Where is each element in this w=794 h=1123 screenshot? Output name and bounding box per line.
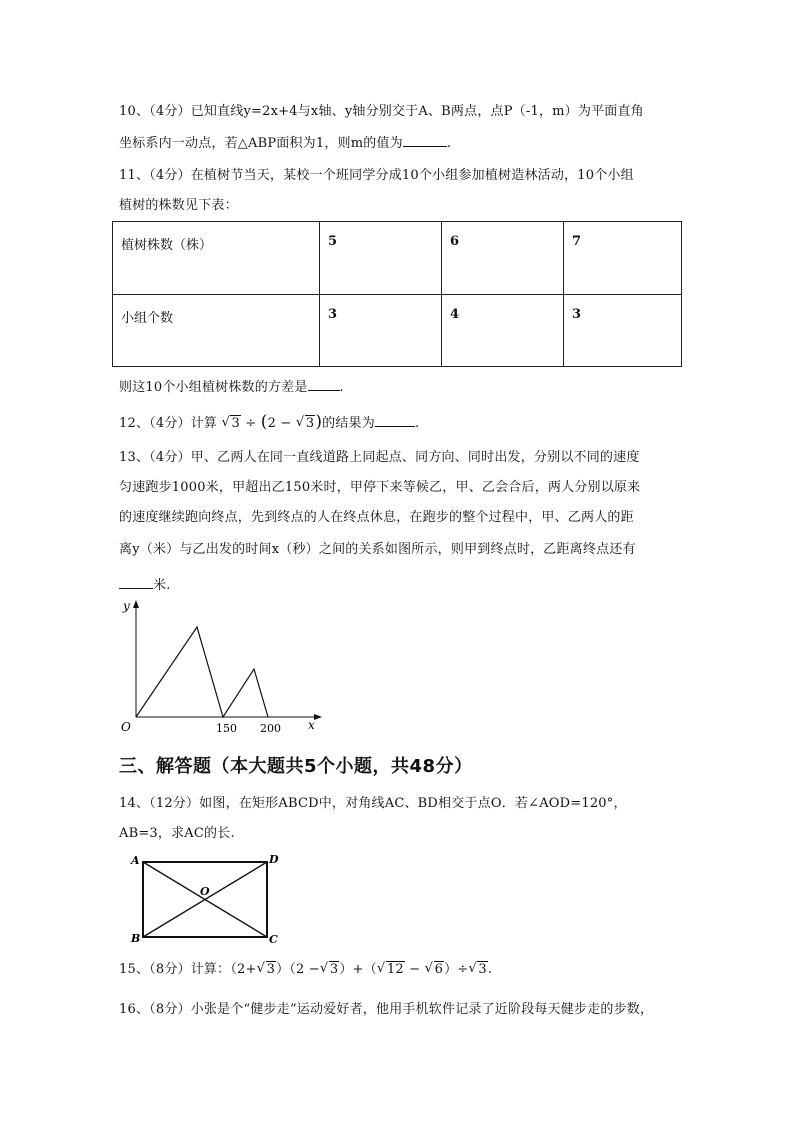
sqrt-3 [221,414,240,434]
paren-close: ) [315,412,323,432]
radicand: 3 [305,416,315,431]
sqrt-3 [296,414,315,434]
q13-line-4: 离y（米）与乙出发的时间x（秒）之间的关系如图所示，则甲到终点时，乙距离终点还有 [119,542,636,557]
q12-suffix: 的结果为 [322,416,375,431]
q13-line-2: 匀速跑步1000米，甲超出乙150米时，甲停下来等候乙，甲、乙会合后，两人分别以原来 [119,480,641,495]
sqrt-3 [257,960,276,980]
y-axis-label: y [123,599,130,613]
q15-part-1: （2+ [230,962,257,977]
radicand: 6 [434,962,444,977]
table-header-cell: 小组个数 [113,294,320,367]
q11-answer-blank[interactable] [308,376,340,391]
q11-after-end: . [339,380,344,395]
radicand: 3 [231,416,240,431]
table-cell: 5 [320,222,442,295]
q15-part-2: ）（2 − [276,962,320,977]
table-row [113,222,682,295]
table-header-cell: 植树株数（株） [113,222,320,295]
x-axis-label: x [308,718,315,732]
sqrt-6 [425,960,444,980]
radicand: 12 [386,962,404,977]
distance-curve [136,627,268,717]
table-cell: 7 [564,222,682,295]
q10-answer-blank[interactable] [403,132,447,147]
tick-label-150: 150 [216,722,237,735]
radicand: 3 [478,962,487,977]
q15-minus: − [404,962,425,977]
vertex-label-c: C [269,933,278,946]
q11-after [119,376,694,398]
q13-line-1: 13、（4分）甲、乙两人在同一直线道路上同起点、同方向、同时出发，分别以不同的速度 [119,450,640,465]
q13-line-5 [119,574,694,596]
table-cell: 3 [320,294,442,367]
q14-rectangle-diagram [128,850,288,946]
center-label-o: O [200,885,210,898]
q11-table [112,221,682,367]
sqrt-12 [377,960,405,980]
q15-part-4: ）÷ [444,962,469,977]
vertex-label-d: D [269,853,279,866]
table-cell: 6 [442,222,564,295]
q11-after-text: 则这10个小组植树株数的方差是 [119,380,308,395]
q12-line [119,412,694,434]
q15-line [119,960,694,980]
sqrt-3 [320,960,339,980]
table-row [113,294,682,367]
q12-answer-blank[interactable] [375,412,415,427]
q14-line-2: AB=3，求AC的长. [119,826,235,841]
sqrt-3 [468,960,487,980]
q15-part-3: ）+（ [339,962,377,977]
q12-end: . [414,416,420,431]
divide-sign: ÷ [245,416,257,431]
vertex-label-a: A [131,854,140,867]
paren-open: ( [260,412,268,432]
table-cell: 3 [564,294,682,367]
q15-end: . [487,962,493,977]
y-axis-arrow-icon [133,600,139,608]
q12-prefix: 12、（4分）计算 [119,416,218,431]
q13-line-5-text: 米. [153,578,171,593]
radicand: 3 [266,962,276,977]
q11-line-1: 11、（4分）在植树节当天，某校一个班同学分成10个小组参加植树造林活动，10个小组 [119,168,634,183]
section-3-title: 三、解答题（本大题共5个小题，共48分） [119,756,473,777]
origin-label: O [121,720,131,734]
radicand: 3 [329,962,339,977]
x-axis-arrow-icon [314,714,322,720]
table-cell: 4 [442,294,564,367]
q13-line-3: 的速度继续跑向终点，先到终点的人在终点休息，在跑步的整个过程中，甲、乙两人的距 [119,510,634,525]
q15-prefix: 15、（8分）计算： [119,962,231,977]
q13-distance-time-graph [116,596,326,738]
vertex-label-b: B [131,932,141,945]
q10-line-2 [119,132,694,154]
q10-line-1: 10、（4分）已知直线y=2x+4与x轴、y轴分别交于A、B两点，点P（-1，m）为平面直角 [119,104,644,119]
q10-line-2-end: . [446,136,452,151]
q16-line-1: 16、（8分）小张是个“健步走”运动爱好者，他用手机软件记录了近阶段每天健步走的步数， [119,1002,654,1017]
q11-line-2: 植树的株数见下表： [119,198,238,213]
two-minus: 2 − [267,416,292,431]
q10-line-2-text: 坐标系内一动点，若△ABP面积为1，则m的值为 [119,136,403,151]
q13-answer-blank[interactable] [119,574,153,589]
q14-line-1: 14、（12分）如图，在矩形ABCD中，对角线AC、BD相交于点O．若∠AOD=120°， [119,796,627,811]
tick-label-200: 200 [260,722,281,735]
